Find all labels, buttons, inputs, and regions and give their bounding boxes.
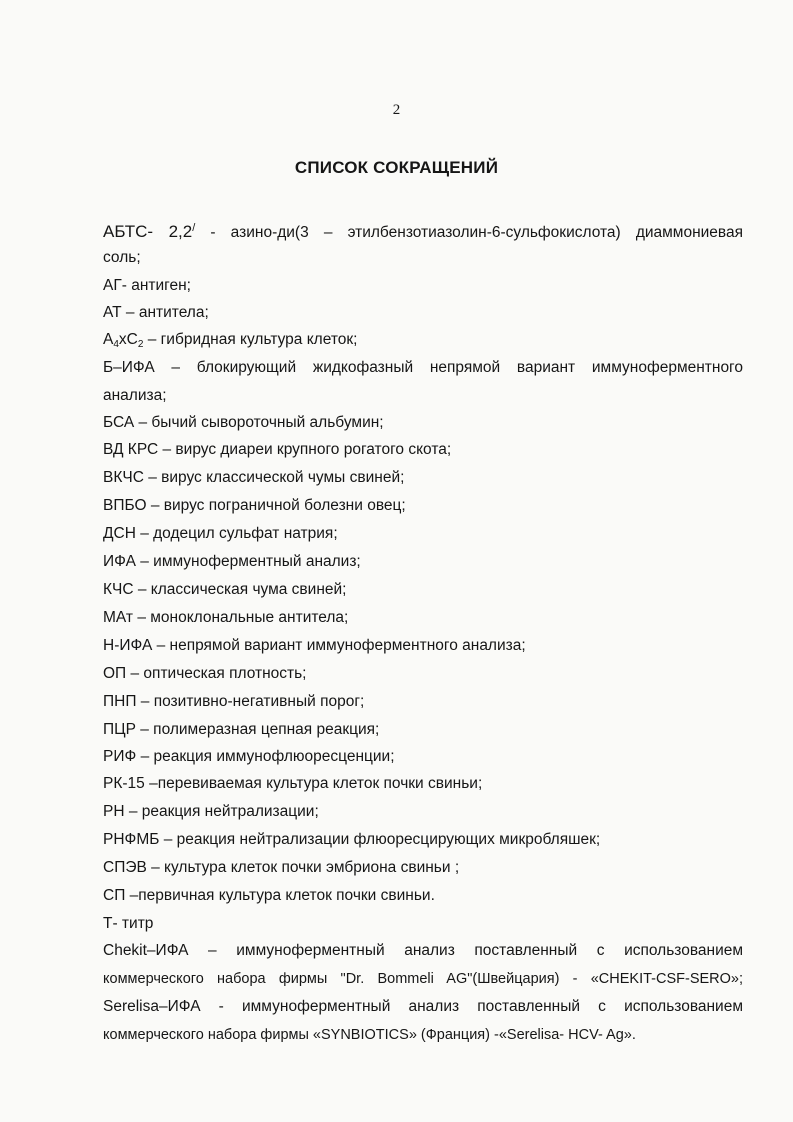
entry-chekit-line2: коммерческого набора фирмы "Dr. Bommeli AG"(Швейцария) - «CHEKIT-CSF-SERO»; [103,971,743,987]
entry-abts-prime: / [192,222,196,234]
entry-ag: АГ- антиген; [103,277,191,294]
entry-a4c2-a: А [103,331,114,348]
entry-rif: РИФ – реакция иммунофлюоресценции; [103,748,395,765]
entry-bifa-line2: анализа; [103,387,167,404]
entry-kchs: КЧС – классическая чума свиней; [103,581,347,598]
entry-op: ОП – оптическая плотность; [103,665,307,682]
page-title: СПИСОК СОКРАЩЕНИЙ [294,158,499,177]
entry-t: Т- титр [103,915,154,932]
entry-sp: СП –первичная культура клеток почки свиньи. [103,887,435,904]
entry-at: АТ – антитела; [103,304,209,321]
entry-a4c2-text: – гибридная культура клеток; [143,331,358,348]
entry-abts-text: - азино-ди(3 – этилбензотиазолин-6-сульфокислота) диаммониевая [210,224,743,242]
entry-serelisa-line2: коммерческого набора фирмы «SYNBIOTICS» (Франция) -«Serelisa- HCV- Ag». [103,1027,636,1043]
entry-rn: РН – реакция нейтрализации; [103,803,319,820]
entry-dsn: ДСН – додецил сульфат натрия; [103,525,338,542]
entry-spev: СПЭВ – культура клеток почки эмбриона свиньи ; [103,859,460,876]
entry-a4c2-sub2: 2 [137,339,144,350]
entry-vdkrs: ВД КРС – вирус диареи крупного рогатого скота; [103,441,452,458]
entry-abts-line1 [103,218,743,243]
entry-nifa: Н-ИФА – непрямой вариант иммуноферментного анализа; [103,637,526,654]
entry-a4c2-sub4: 4 [113,339,119,350]
entry-bifa-line1: Б–ИФА – блокирующий жидкофазный непрямой вариант иммуноферментного [103,359,743,376]
entry-bsa: БСА – бычий сывороточный альбумин; [103,414,384,431]
entry-mat: МАт – моноклональные антитела; [103,609,349,626]
entry-rnfmb: РНФМБ – реакция нейтрализации флюоресцирующих микробляшек; [103,831,601,848]
entry-rk15: РК-15 –перевиваемая культура клеток почки свиньи; [103,775,483,792]
entry-serelisa-line1: Serelisa–ИФА - иммуноферментный анализ поставленный с использованием [103,998,743,1015]
entry-vpbo: ВПБО – вирус пограничной болезни овец; [103,497,406,514]
entry-abts-line2: соль; [103,249,141,266]
entry-chekit-line1: Chekit–ИФА – иммуноферментный анализ поставленный с использованием [103,942,743,959]
entry-pcr: ПЦР – полимеразная цепная реакция; [103,721,380,738]
page-number: 2 [392,102,401,118]
entry-pnp: ПНП – позитивно-негативный порог; [103,693,365,710]
entry-a4c2 [103,330,357,352]
entry-vkchs: ВКЧС – вирус классической чумы свиней; [103,469,405,486]
entry-abts-abbr: АБТС- 2,2 [103,222,193,242]
entry-ifa: ИФА – иммуноферментный анализ; [103,553,361,570]
entry-a4c2-x: хС [118,331,138,348]
